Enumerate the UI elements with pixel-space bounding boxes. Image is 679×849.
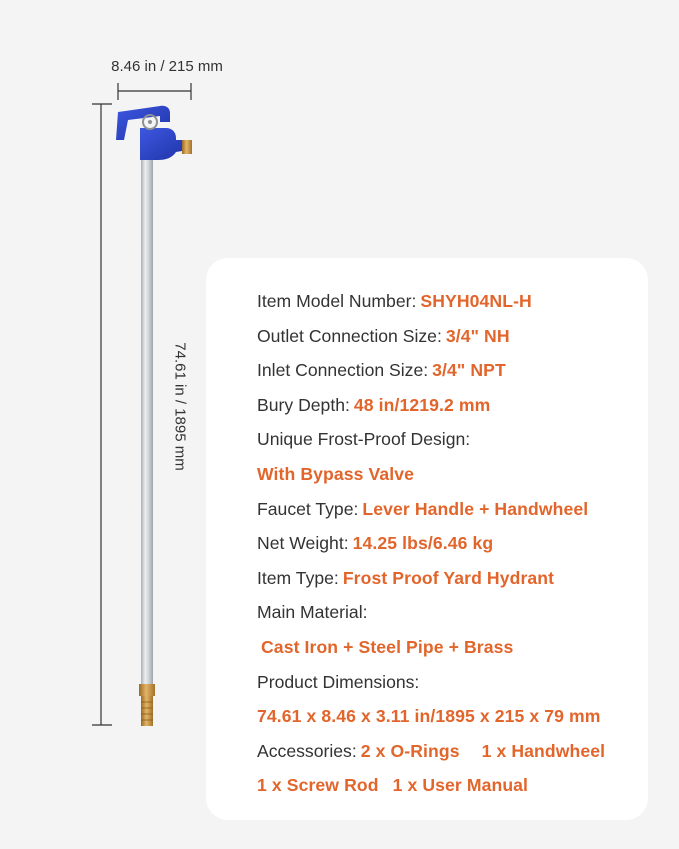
- spec-label: Unique Frost-Proof Design:: [257, 429, 471, 450]
- spec-row-dimensions-label: [257, 665, 638, 700]
- spec-value: 74.61 x 8.46 x 3.11 in/1895 x 215 x 79 mm: [257, 706, 601, 727]
- spec-label: Item Type:: [257, 567, 339, 588]
- spec-label: Accessories:: [257, 740, 357, 761]
- spec-label: Bury Depth:: [257, 394, 350, 415]
- spec-row-inlet: [257, 353, 638, 388]
- spec-card: [206, 258, 648, 820]
- accessory-item: 1 x Handwheel: [481, 740, 606, 761]
- spec-list: [257, 284, 638, 803]
- spec-label: Inlet Connection Size:: [257, 360, 429, 381]
- spec-value: 3/4" NPT: [432, 360, 506, 381]
- height-dimension-line: [92, 104, 112, 725]
- spec-row-accessories-cont: [257, 768, 638, 803]
- accessory-item: 1 x User Manual: [392, 775, 529, 796]
- spec-label: Item Model Number:: [257, 291, 417, 311]
- accessory-item: 2 x O-Rings: [360, 740, 460, 761]
- steel-pipe: [141, 160, 153, 685]
- spec-row-model: [257, 284, 638, 319]
- spec-row-outlet: [257, 319, 638, 354]
- spec-row-item-type: [257, 561, 638, 596]
- spec-value: With Bypass Valve: [257, 463, 415, 484]
- spec-row-design-value: [257, 457, 638, 492]
- spec-label: Main Material:: [257, 602, 368, 623]
- spec-label: Product Dimensions:: [257, 671, 420, 692]
- spec-row-material-label: [257, 595, 638, 630]
- spec-label: Net Weight:: [257, 533, 349, 554]
- spec-row-bury-depth: [257, 388, 638, 423]
- brass-inlet-fitting: [139, 684, 155, 726]
- height-dimension-label: 74.61 in / 1895 mm: [171, 342, 189, 471]
- spec-label: Faucet Type:: [257, 498, 359, 519]
- spec-value: 48 in/1219.2 mm: [353, 394, 491, 415]
- spec-value: SHYH04NL-H: [420, 291, 532, 311]
- width-dimension-label: 8.46 in / 215 mm: [111, 58, 223, 75]
- spec-value: 14.25 lbs/6.46 kg: [352, 533, 494, 554]
- spec-row-design-label: [257, 422, 638, 457]
- spec-value: Lever Handle + Handwheel: [362, 498, 589, 519]
- spec-label: Outlet Connection Size:: [257, 325, 442, 346]
- hydrant-head: [116, 106, 192, 160]
- spec-row-net-weight: [257, 526, 638, 561]
- width-dimension-line: [118, 83, 191, 100]
- spec-value: Cast Iron + Steel Pipe + Brass: [261, 636, 514, 657]
- spec-value: 3/4" NH: [445, 325, 510, 346]
- accessory-item: 1 x Screw Rod: [257, 775, 379, 796]
- spec-row-dimensions-value: [257, 699, 638, 734]
- spec-row-accessories: [257, 734, 638, 769]
- spec-row-faucet-type: [257, 492, 638, 527]
- spec-value: Frost Proof Yard Hydrant: [342, 567, 555, 588]
- spec-row-material-value: [257, 630, 638, 665]
